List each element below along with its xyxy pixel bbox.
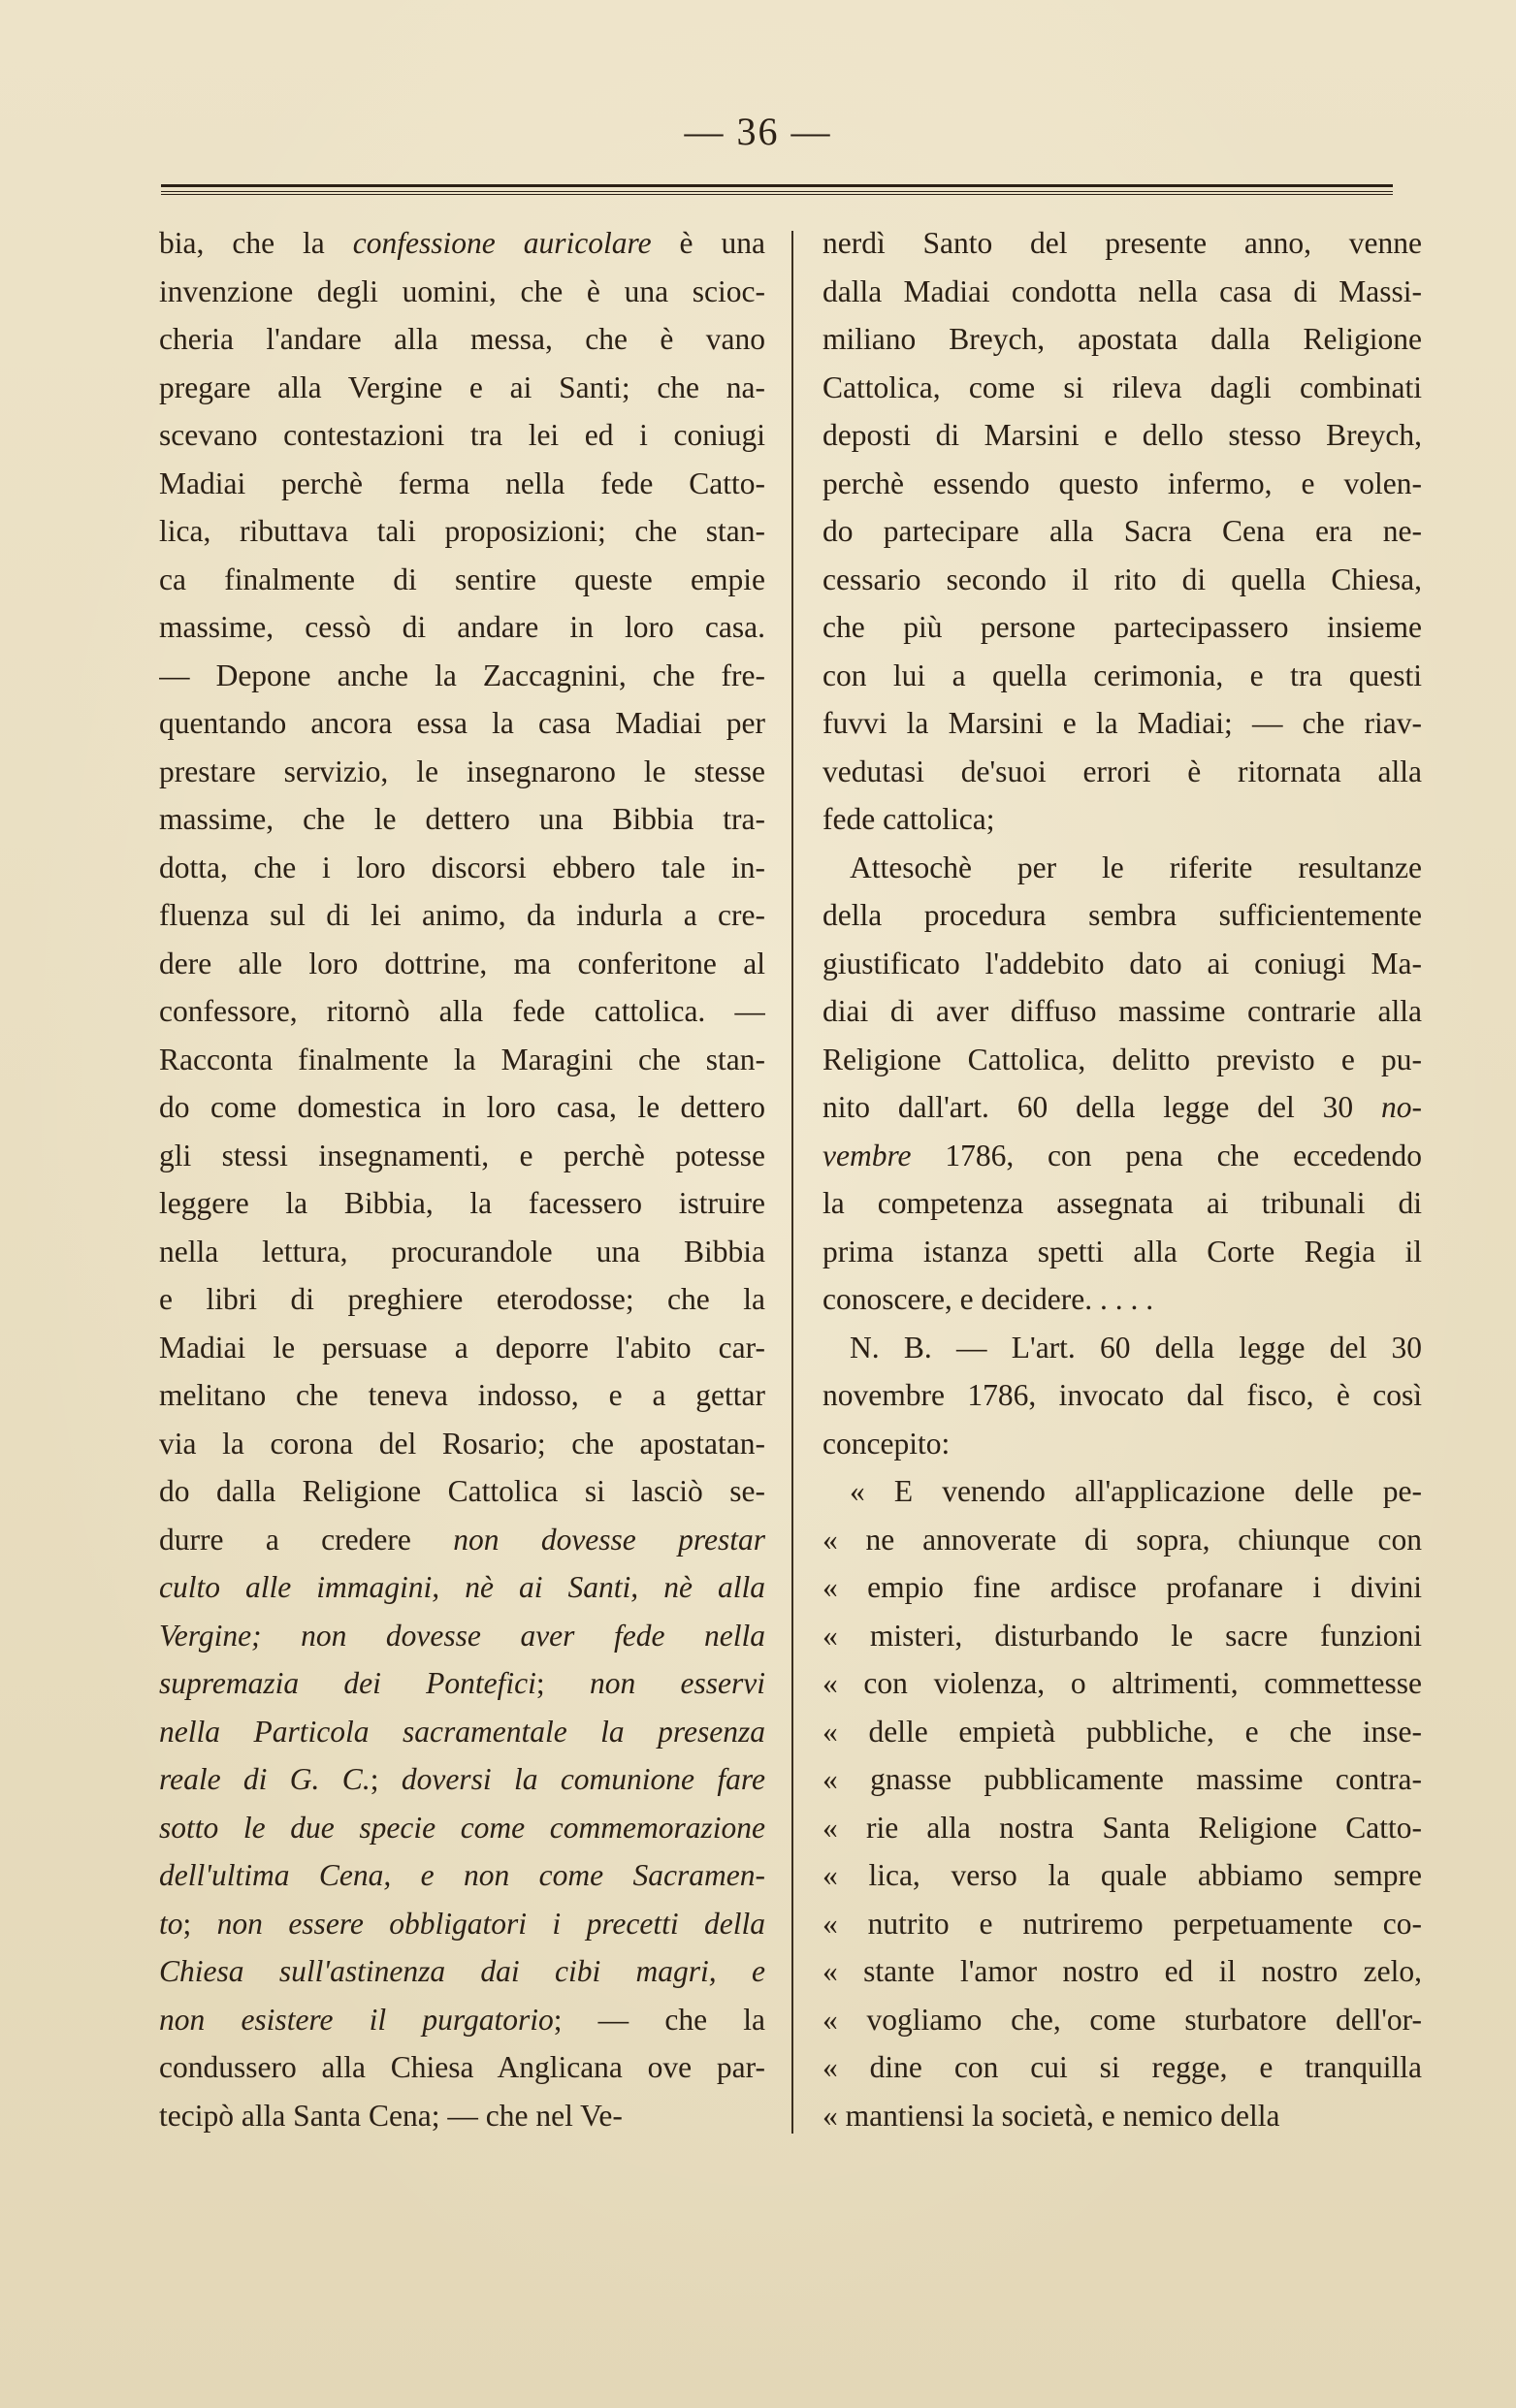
italic-text: non esservi: [589, 1666, 765, 1700]
italic-text: non essere obbligatori i precetti della: [216, 1906, 765, 1941]
text-line: [159, 460, 765, 508]
text-line: [159, 1851, 765, 1900]
text-run: massime, cessò di andare in loro casa.: [159, 610, 765, 644]
text-line: [823, 460, 1422, 508]
text-run: Racconta finalmente la Maragini che stan-: [159, 1042, 765, 1076]
text-line: [159, 1228, 765, 1276]
italic-text: Vergine; non dovesse aver fede nella: [159, 1618, 765, 1653]
text-run: bia, che la: [159, 226, 353, 260]
text-run: è una: [651, 226, 765, 260]
text-line: [823, 603, 1422, 652]
text-line: [823, 411, 1422, 460]
text-line: [823, 699, 1422, 748]
text-run: « stante l'amor nostro ed il nostro zelo,: [823, 1954, 1422, 1988]
text-line: [159, 2092, 765, 2140]
text-run: vedutasi de'suoi errori è ritornata alla: [823, 754, 1422, 788]
text-line: [823, 1708, 1422, 1756]
text-line: [823, 1132, 1422, 1180]
text-run: nerdì Santo del presente anno, venne: [823, 226, 1422, 260]
text-line: [823, 987, 1422, 1036]
text-run: « empio fine ardisce profanare i divini: [823, 1570, 1422, 1604]
text-line: [159, 1804, 765, 1852]
text-run: do partecipare alla Sacra Cena era ne-: [823, 514, 1422, 548]
text-line: [823, 1612, 1422, 1660]
italic-text: doversi la comunione fare: [401, 1762, 765, 1796]
text-run: conoscere, e decidere. . . . .: [823, 1282, 1154, 1316]
text-line: [159, 1755, 765, 1804]
text-line: [823, 2043, 1422, 2092]
text-line: [823, 1947, 1422, 1996]
text-run: durre a credere: [159, 1522, 454, 1557]
italic-text: culto alle immagini, nè ai Santi, nè alla: [159, 1570, 765, 1604]
left-column: [159, 219, 765, 2139]
italic-text: Chiesa sull'astinenza dai cibi magri, e: [159, 1954, 765, 1988]
text-run: « lica, verso la quale abbiamo sempre: [823, 1858, 1422, 1892]
text-line: [159, 1132, 765, 1180]
text-line: [159, 1420, 765, 1468]
text-line: [823, 1900, 1422, 1948]
text-run: « nutrito e nutriremo perpetuamente co-: [823, 1906, 1422, 1941]
text-line: [159, 987, 765, 1036]
text-run: melitano che teneva indosso, e a gettar: [159, 1378, 765, 1412]
text-line: [823, 364, 1422, 412]
italic-text: no-: [1381, 1090, 1422, 1124]
text-line: [159, 1708, 765, 1756]
text-line: [159, 1467, 765, 1516]
text-line: [823, 844, 1422, 892]
text-line: [823, 219, 1422, 268]
text-run: Attesochè per le riferite resultanze: [850, 850, 1422, 884]
text-line: [159, 1900, 765, 1948]
text-run: cheria l'andare alla messa, che è vano: [159, 322, 765, 356]
text-line: [823, 1371, 1422, 1420]
text-run: che più persone partecipassero insieme: [823, 610, 1422, 644]
text-run: ca finalmente di sentire queste empie: [159, 562, 765, 596]
text-line: [159, 268, 765, 316]
text-line: [159, 1516, 765, 1564]
text-line: [823, 1996, 1422, 2044]
italic-text: non esistere il purgatorio: [159, 2002, 554, 2037]
text-run: « con violenza, o altrimenti, commettesse: [823, 1666, 1422, 1700]
text-run: ;: [370, 1762, 402, 1796]
text-line: [159, 1036, 765, 1084]
italic-text: vembre: [823, 1138, 912, 1172]
text-line: [823, 1275, 1422, 1324]
text-line: [159, 219, 765, 268]
text-line: [159, 1179, 765, 1228]
text-line: [159, 603, 765, 652]
italic-text: dell'ultima Cena, e non come Sacramen-: [159, 1858, 765, 1892]
text-run: dotta, che i loro discorsi ebbero tale in-: [159, 850, 765, 884]
header-rule: [161, 184, 1393, 187]
text-line: [823, 1467, 1422, 1516]
text-run: « vogliamo che, come sturbatore dell'or-: [823, 2002, 1422, 2037]
text-run: prima istanza spetti alla Corte Regia il: [823, 1234, 1422, 1268]
text-line: [823, 795, 1422, 844]
text-line: [823, 1804, 1422, 1852]
text-run: — Depone anche la Zaccagnini, che fre-: [159, 658, 765, 692]
column-divider: [791, 231, 793, 2134]
text-line: [823, 1179, 1422, 1228]
text-run: prestare servizio, le insegnarono le stesse: [159, 754, 765, 788]
text-run: con lui a quella cerimonia, e tra questi: [823, 658, 1422, 692]
text-run: ;: [182, 1906, 217, 1941]
text-run: condussero alla Chiesa Anglicana ove par-: [159, 2050, 765, 2084]
text-run: fede cattolica;: [823, 802, 995, 836]
text-line: [159, 556, 765, 604]
text-line: [159, 1612, 765, 1660]
text-run: « rie alla nostra Santa Religione Catto-: [823, 1810, 1422, 1845]
page-number: — 36 —: [684, 110, 832, 153]
text-run: invenzione degli uomini, che è una scioc-: [159, 273, 765, 308]
text-run: « gnasse pubblicamente massime contra-: [823, 1762, 1422, 1796]
text-run: della procedura sembra sufficientemente: [823, 898, 1422, 932]
text-line: [823, 1851, 1422, 1900]
text-line: [159, 1275, 765, 1324]
text-line: [823, 556, 1422, 604]
text-run: « E venendo all'applicazione delle pe-: [850, 1474, 1422, 1508]
text-run: fluenza sul di lei animo, da indurla a cre-: [159, 898, 765, 932]
text-line: [159, 844, 765, 892]
text-run: fuvvi la Marsini e la Madiai; — che riav-: [823, 706, 1422, 740]
text-run: Cattolica, come si rileva dagli combinati: [823, 369, 1422, 404]
text-line: [159, 1324, 765, 1372]
text-line: [823, 1420, 1422, 1468]
text-line: [823, 652, 1422, 700]
text-run: N. B. — L'art. 60 della legge del 30: [850, 1330, 1422, 1365]
text-run: Religione Cattolica, delitto previsto e pu-: [823, 1042, 1422, 1076]
text-line: [159, 364, 765, 412]
text-run: pregare alla Vergine e ai Santi; che na-: [159, 369, 765, 404]
text-run: nito dall'art. 60 della legge del 30: [823, 1090, 1381, 1124]
text-line: [823, 940, 1422, 988]
text-run: lica, ributtava tali proposizioni; che stan-: [159, 514, 765, 548]
text-run: miliano Breych, apostata dalla Religione: [823, 322, 1422, 356]
text-line: [823, 1516, 1422, 1564]
text-run: concepito:: [823, 1426, 951, 1461]
text-run: la competenza assegnata ai tribunali di: [823, 1186, 1422, 1220]
text-run: Madiai perchè ferma nella fede Catto-: [159, 466, 765, 500]
text-run: deposti di Marsini e dello stesso Breych,: [823, 418, 1422, 452]
text-line: [823, 1036, 1422, 1084]
right-column: [823, 219, 1422, 2139]
text-run: novembre 1786, invocato dal fisco, è così: [823, 1378, 1422, 1412]
text-run: e libri di preghiere eterodosse; che la: [159, 1282, 765, 1316]
text-run: dalla Madiai condotta nella casa di Massi-: [823, 273, 1422, 308]
text-line: [159, 507, 765, 556]
text-run: « ne annoverate di sopra, chiunque con: [823, 1522, 1422, 1557]
text-line: [823, 315, 1422, 364]
italic-text: supremazia dei Pontefici: [159, 1666, 536, 1700]
text-run: do come domestica in loro casa, le dettero: [159, 1090, 765, 1124]
text-line: [823, 1228, 1422, 1276]
text-line: [823, 268, 1422, 316]
text-run: ; — che la: [553, 2002, 765, 2037]
text-line: [159, 699, 765, 748]
header-rule-thin: [161, 191, 1393, 192]
header-rule-thin: [161, 194, 1393, 195]
text-run: scevano contestazioni tra lei ed i coniugi: [159, 418, 765, 452]
text-line: [823, 1563, 1422, 1612]
text-line: [823, 748, 1422, 796]
text-line: [159, 1563, 765, 1612]
text-line: [823, 2092, 1422, 2140]
text-line: [159, 1947, 765, 1996]
italic-text: sotto le due specie come commemorazione: [159, 1810, 765, 1845]
text-line: [159, 1083, 765, 1132]
text-line: [159, 315, 765, 364]
text-line: [823, 507, 1422, 556]
text-run: leggere la Bibbia, la facessero istruire: [159, 1186, 765, 1220]
text-run: do dalla Religione Cattolica si lasciò se-: [159, 1474, 765, 1508]
text-run: Madiai le persuase a deporre l'abito car-: [159, 1330, 765, 1365]
text-line: [159, 748, 765, 796]
text-line: [159, 2043, 765, 2092]
text-line: [159, 1659, 765, 1708]
text-line: [823, 1083, 1422, 1132]
italic-text: to: [159, 1906, 183, 1941]
text-run: cessario secondo il rito di quella Chiesa,: [823, 562, 1422, 596]
text-line: [823, 1659, 1422, 1708]
italic-text: non dovesse prestar: [453, 1522, 765, 1557]
text-run: perchè essendo questo infermo, e volen-: [823, 466, 1422, 500]
text-run: tecipò alla Santa Cena; — che nel Ve-: [159, 2098, 623, 2133]
text-run: ;: [535, 1666, 590, 1700]
text-line: [159, 652, 765, 700]
italic-text: confessione auricolare: [352, 226, 652, 260]
italic-text: reale di G. C.: [159, 1762, 371, 1796]
text-line: [823, 1755, 1422, 1804]
text-run: « mantiensi la società, e nemico della: [823, 2098, 1280, 2133]
italic-text: nella Particola sacramentale la presenza: [159, 1714, 765, 1749]
text-run: diai di aver diffuso massime contrarie alla: [823, 994, 1422, 1028]
text-run: dere alle loro dottrine, ma conferitone al: [159, 946, 765, 980]
text-run: « delle empietà pubbliche, e che inse-: [823, 1714, 1422, 1749]
text-line: [823, 891, 1422, 940]
text-run: gli stessi insegnamenti, e perchè potesse: [159, 1138, 765, 1172]
text-line: [159, 1996, 765, 2044]
text-run: nella lettura, procurandole una Bibbia: [159, 1234, 765, 1268]
text-run: « misteri, disturbando le sacre funzioni: [823, 1618, 1422, 1653]
text-run: quentando ancora essa la casa Madiai per: [159, 706, 765, 740]
text-line: [159, 940, 765, 988]
text-run: « dine con cui si regge, e tranquilla: [823, 2050, 1422, 2084]
text-run: 1786, con pena che eccedendo: [911, 1138, 1422, 1172]
text-line: [823, 1324, 1422, 1372]
text-run: giustificato l'addebito dato ai coniugi Ma-: [823, 946, 1422, 980]
text-line: [159, 795, 765, 844]
text-run: via la corona del Rosario; che apostatan-: [159, 1426, 765, 1461]
text-line: [159, 411, 765, 460]
text-line: [159, 1371, 765, 1420]
text-run: confessore, ritornò alla fede cattolica. —: [159, 994, 765, 1028]
text-line: [159, 891, 765, 940]
text-run: massime, che le dettero una Bibbia tra-: [159, 802, 765, 836]
